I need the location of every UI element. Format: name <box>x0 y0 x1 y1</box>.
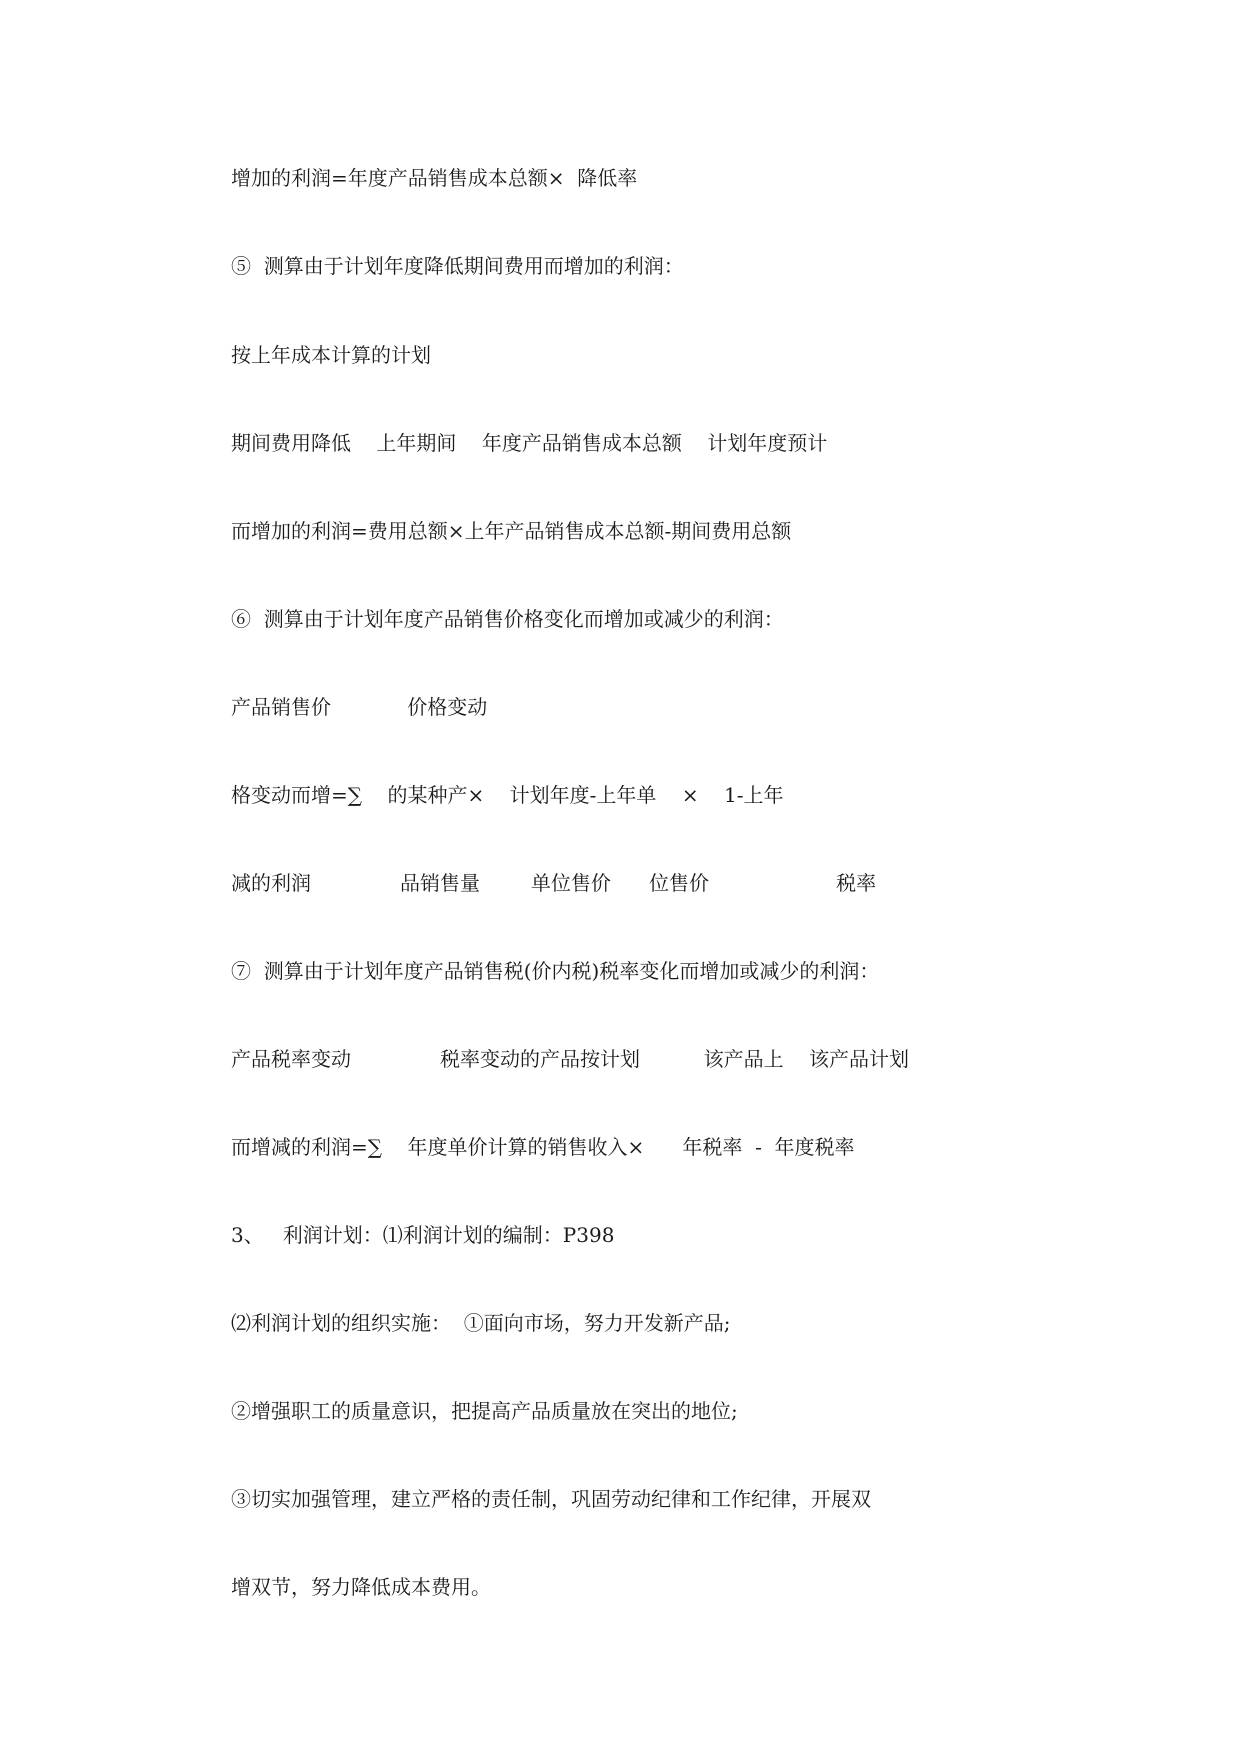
text-line-10: ⑦ 测算由于计划年度产品销售税(价内税)税率变化而增加或减少的利润： <box>231 959 880 983</box>
text-line-7: 产品销售价 价格变动 <box>231 695 488 719</box>
text-line-17: 增双节，努力降低成本费用。 <box>231 1575 491 1599</box>
text-line-11: 产品税率变动 税率变动的产品按计划 该产品上 该产品计划 <box>231 1047 910 1071</box>
text-line-8: 格变动而增=∑ 的某种产× 计划年度-上年单 × 1-上年 <box>231 783 784 807</box>
text-line-1: 增加的利润=年度产品销售成本总额× 降低率 <box>231 166 638 190</box>
text-line-5: 而增加的利润=费用总额×上年产品销售成本总额-期间费用总额 <box>231 519 792 543</box>
text-line-2: ⑤ 测算由于计划年度降低期间费用而增加的利润： <box>231 254 684 278</box>
text-line-9: 减的利润 品销售量 单位售价 位售价 税率 <box>231 871 877 895</box>
text-line-12: 而增减的利润=∑ 年度单价计算的销售收入× 年税率 - 年度税率 <box>231 1135 855 1159</box>
text-line-16: ③切实加强管理，建立严格的责任制，巩固劳动纪律和工作纪律，开展双 <box>231 1487 871 1511</box>
text-line-3: 按上年成本计算的计划 <box>231 343 431 367</box>
text-line-15: ②增强职工的质量意识，把提高产品质量放在突出的地位; <box>231 1399 738 1423</box>
text-line-14: ⑵利润计划的组织实施： ①面向市场，努力开发新产品; <box>231 1311 731 1335</box>
text-line-4: 期间费用降低 上年期间 年度产品销售成本总额 计划年度预计 <box>231 431 828 455</box>
text-line-13: 3、 利润计划：⑴利润计划的编制：P398 <box>231 1223 615 1247</box>
text-line-6: ⑥ 测算由于计划年度产品销售价格变化而增加或减少的利润： <box>231 607 784 631</box>
